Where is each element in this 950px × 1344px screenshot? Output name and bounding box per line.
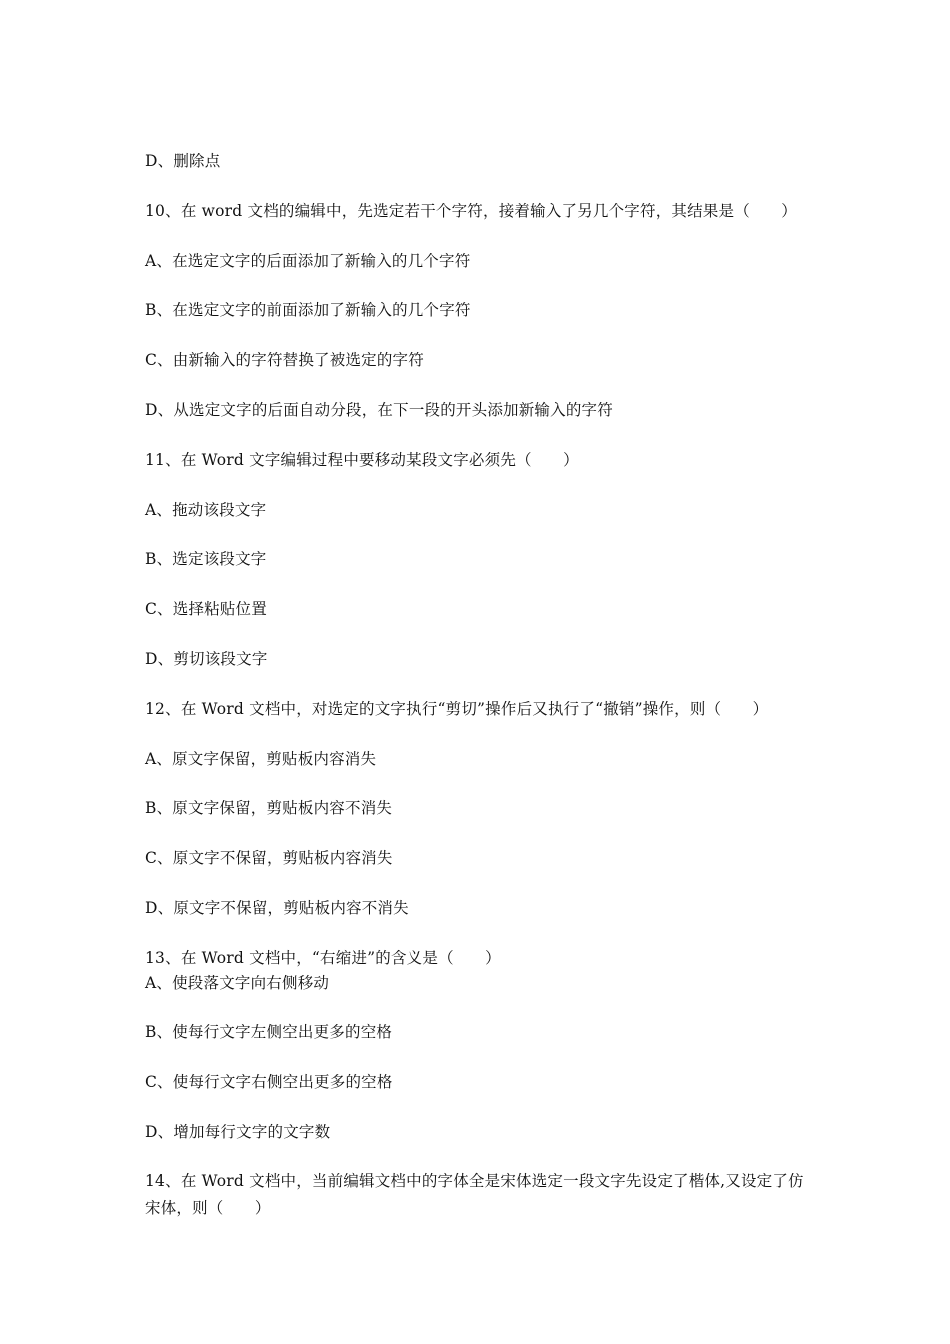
question-11: 11、在 Word 文字编辑过程中要移动某段文字必须先（ ） (145, 451, 579, 469)
option-9d: D、删除点 (145, 152, 221, 170)
option-12b: B、原文字保留，剪贴板内容不消失 (145, 799, 393, 817)
question-14: 14、在 Word 文档中，当前编辑文档中的字体全是宋体选定一段文字先设定了楷体,又设定了仿宋体，则（ ） (145, 1172, 804, 1217)
option-13a: A、使段落文字向右侧移动 (145, 974, 330, 992)
option-12d: D、原文字不保留，剪贴板内容不消失 (145, 899, 409, 917)
option-12c: C、原文字不保留，剪贴板内容消失 (145, 849, 393, 867)
option-10a: A、在选定文字的后面添加了新输入的几个字符 (145, 252, 471, 270)
option-12a: A、原文字保留，剪贴板内容消失 (145, 750, 377, 768)
question-12: 12、在 Word 文档中，对选定的文字执行“剪切”操作后又执行了“撤销”操作，则（ ） (145, 700, 769, 718)
option-10b: B、在选定文字的前面添加了新输入的几个字符 (145, 301, 471, 319)
option-11c: C、选择粘贴位置 (145, 600, 267, 618)
question-13: 13、在 Word 文档中，“右缩进”的含义是（ ） (145, 949, 501, 967)
question-10: 10、在 word 文档的编辑中，先选定若干个字符，接着输入了另几个字符，其结果是（ ） (145, 202, 798, 220)
option-11b: B、选定该段文字 (145, 550, 267, 568)
option-13d: D、增加每行文字的文字数 (145, 1123, 331, 1141)
option-11a: A、拖动该段文字 (145, 501, 267, 519)
option-13c: C、使每行文字右侧空出更多的空格 (145, 1073, 393, 1091)
option-10d: D、从选定文字的后面自动分段，在下一段的开头添加新输入的字符 (145, 401, 613, 419)
option-13b: B、使每行文字左侧空出更多的空格 (145, 1023, 393, 1041)
option-10c: C、由新输入的字符替换了被选定的字符 (145, 351, 424, 369)
option-11d: D、剪切该段文字 (145, 650, 268, 668)
